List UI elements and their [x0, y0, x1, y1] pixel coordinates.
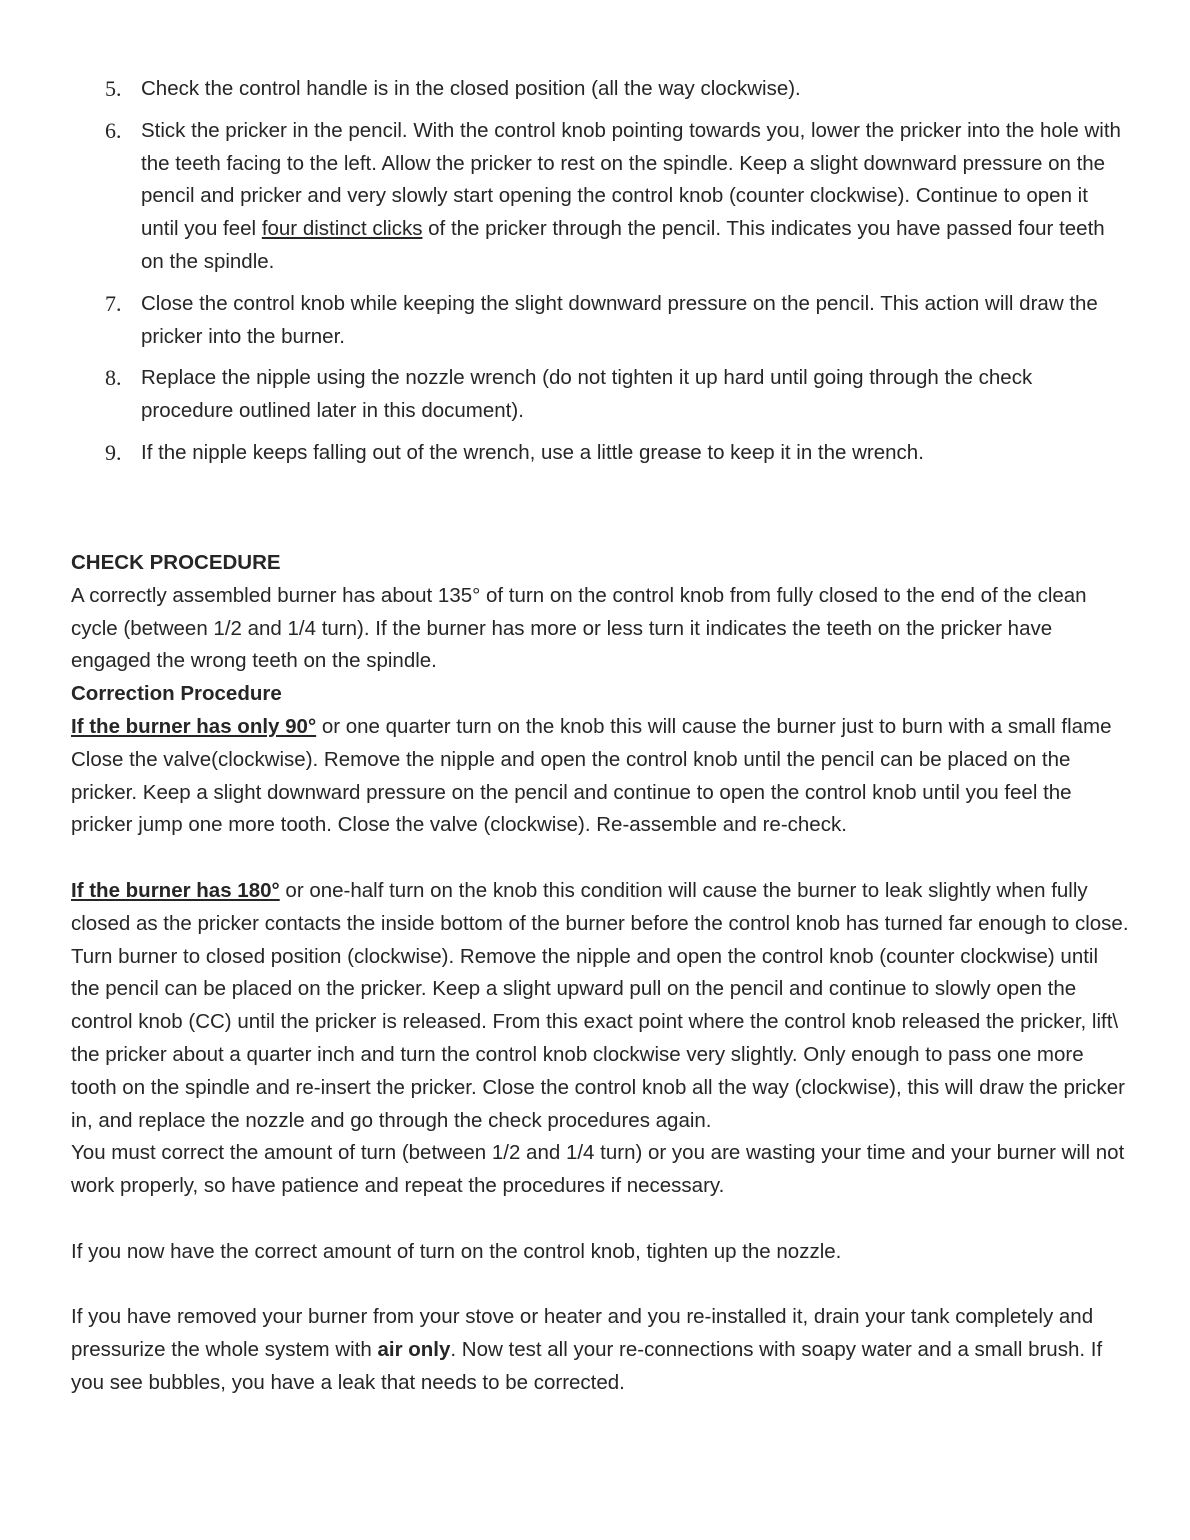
correction-procedure-heading: Correction Procedure	[71, 682, 282, 706]
case-90-label: If the burner has only 90°	[71, 714, 317, 738]
spacer	[71, 1203, 1131, 1236]
reinstall-text: If you have removed your burner from your stove or heater and you re-installed it, drain your tank completely and pressurize the whole system with	[71, 1305, 1094, 1362]
step-text: If the nipple keeps falling out of the wrench, use a little grease to keep it in the wrench.	[141, 440, 924, 464]
step-text: Stick the pricker in the pencil. With the control knob pointing towards you, lower the pricker into the hole with the teeth facing to the left. Allow the pricker to rest on the spindle. Keep a slight downward pressure on the pencil and pricker and very slowly start opening the control knob (counter clockwise). Continue to open it until you feel	[141, 118, 1121, 241]
step-number: 9.	[105, 439, 122, 465]
step-text: Check the control handle is in the closed position (all the way clockwise).	[141, 77, 801, 100]
step-item	[0, 73, 1190, 106]
case-90-paragraph	[71, 711, 1131, 744]
step-item	[0, 115, 1190, 279]
step-number: 7.	[105, 290, 122, 316]
tighten-note: If you now have the correct amount of turn on the control knob, tighten up the nozzle.	[71, 1239, 842, 1263]
step-text: Replace the nipple using the nozzle wrench (do not tighten it up hard until going through the check procedure outlined later in this document).	[141, 366, 1033, 423]
numbered-steps-list	[0, 73, 1190, 479]
case-180-fix: Turn burner to closed position (clockwise). Remove the nipple and open the control knob (counter clockwise) until the pencil can be placed on the pricker. Keep a slight upward pull on the pencil and continue to slowly open the control knob (CC) until the pricker is released. From this exact point where the control knob released the pricker, lift\ the pricker about a quarter inch and turn the control knob clockwise very slightly. Only enough to pass one more tooth on the spindle and re-insert the pricker. Close the control knob all the way (clockwise), this will draw the pricker in, and replace the nozzle and go through the check procedures again.	[71, 944, 1125, 1132]
correction-warning: You must correct the amount of turn (between 1/2 and 1/4 turn) or you are wasting your time and your burner will not work properly, so have patience and repeat the procedures if necessary.	[71, 1141, 1125, 1198]
case-90-fix: Close the valve(clockwise). Remove the nipple and open the control knob until the pencil can be placed on the pricker. Keep a slight downward pressure on the pencil and continue to open the control knob until you feel the pricker jump one more tooth. Close the valve (clockwise). Re-assemble and re-check.	[71, 747, 1072, 837]
reinstall-note	[71, 1301, 1131, 1399]
check-procedure-text: A correctly assembled burner has about 135° of turn on the control knob from fully closed to the end of the clean cycle (between 1/2 and 1/4 turn). If the burner has more or less turn it indicates the teeth on the pricker have engaged the wrong teeth on the spindle.	[71, 583, 1087, 673]
case-90-text: or one quarter turn on the knob this will cause the burner just to burn with a small flame	[316, 714, 1112, 738]
reinstall-text-continued: . Now test all your re-connections with soapy water and a small brush. If you see bubbles, you have a leak that needs to be corrected.	[71, 1338, 1103, 1394]
case-180-text: or one-half turn on the knob this condition will cause the burner to leak slightly when fully closed as the pricker contacts the inside bottom of the burner before the control knob has turned far enough to close.	[71, 878, 1129, 935]
step-text-continued: of the pricker through the pencil. This indicates you have passed four teeth on the spindle.	[141, 217, 1105, 273]
step-number: 8.	[105, 365, 122, 391]
case-180-label: If the burner has 180°	[71, 878, 280, 902]
step-item	[0, 437, 1190, 470]
procedure-section	[71, 547, 1131, 1400]
reinstall-bold-text: air only	[377, 1338, 451, 1362]
step-underlined-text: four distinct clicks	[261, 217, 423, 241]
step-number: 6.	[105, 117, 122, 143]
case-180-paragraph	[71, 875, 1131, 941]
step-text: Close the control knob while keeping the slight downward pressure on the pencil. This action will draw the pricker into the burner.	[141, 291, 1098, 348]
step-number: 5.	[105, 76, 122, 101]
spacer	[71, 842, 1131, 875]
spacer	[71, 1269, 1131, 1302]
check-procedure-heading: CHECK PROCEDURE	[71, 551, 281, 574]
step-item	[0, 362, 1190, 428]
step-item	[0, 288, 1190, 354]
